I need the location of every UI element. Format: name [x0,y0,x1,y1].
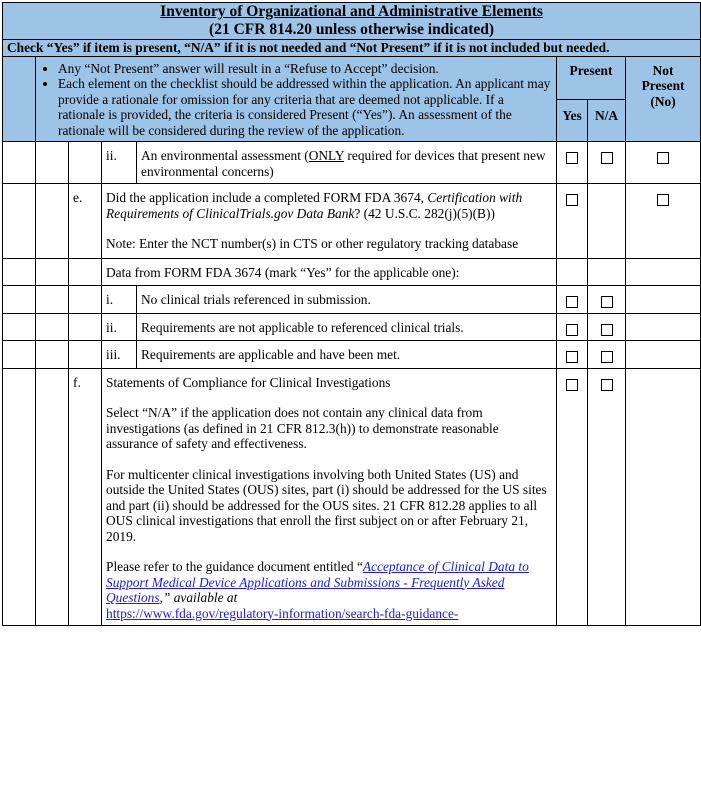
item-number: iii. [102,341,137,369]
compliance-para-2: For multicenter clinical investigations involving both United States (US) and outside the United States (OUS) sites, part (i) should be addressed for the US sites and part (ii) should be addressed for the OUS sites. 21 CFR 812.28 applies to all OUS clinical investigations that enroll the first subject on or after February 21, 2019. [106,466,547,544]
guidance-document-link[interactable]: Acceptance of Clinical Data to Support Medical Device Applications and Submissions - Frequently Asked Questions [106,559,529,605]
na-checkbox[interactable] [601,152,613,164]
item-label: f. [69,368,102,626]
yes-checkbox[interactable] [566,324,578,336]
compliance-para-3: Please refer to the guidance document entitled “Acceptance of Clinical Data to Support Medical Device Applications and Submissions - Frequently Asked Questions,” available at https://www.fda.gov/regulatory-information/search-fda-guidance- [106,559,529,621]
note-rationale: • Each element on the checklist should be addressed within the application. An applicant may provide a rationale for omission for any criteria that are deemed not applicable. If a rationale is provided, the criteria is considered Present (“Yes”). An assessment of the rationale will be considered during the review of the application. [58,76,552,138]
yes-header: Yes [557,99,588,142]
not-present-checkbox[interactable] [657,152,669,164]
checklist-table [2,2,701,626]
table-row [3,184,701,259]
yes-checkbox[interactable] [566,351,578,363]
na-header: N/A [588,99,626,142]
yes-checkbox[interactable] [566,194,578,206]
fda-guidance-url-link[interactable]: https://www.fda.gov/regulatory-information/search-fda-guidance- [106,605,459,621]
not-applicable-text: Requirements are not applicable to referenced clinical trials. [137,313,557,341]
no-clinical-trials-text: No clinical trials referenced in submission. [137,286,557,314]
data-from-form-label: Data from FORM FDA 3674 (mark “Yes” for the applicable one): [102,258,557,286]
table-row [3,258,701,286]
requirements-met-text: Requirements are applicable and have been met. [137,341,557,369]
table-title [3,3,701,40]
na-checkbox[interactable] [601,324,613,336]
notes-cell [36,56,557,142]
notes-list [40,61,552,139]
na-checkbox[interactable] [601,379,613,391]
not-present-checkbox[interactable] [657,194,669,206]
table-row [3,368,701,626]
present-header: Present [557,56,626,99]
nct-note: Note: Enter the NCT number(s) in CTS or other regulatory tracking database [106,236,519,251]
na-checkbox[interactable] [601,296,613,308]
yes-checkbox[interactable] [566,379,578,391]
note-refuse-to-accept: • Any “Not Present” answer will result in a “Refuse to Accept” decision. [58,61,552,77]
only-emphasis: ONLY [308,148,345,163]
form-3674-question: Did the application include a completed FORM FDA 3674, Certification with Requirements of ClinicalTrials.gov Data Bank? (42 U.S.C. 282(j)(5)(B)) Note: Enter the NCT number(s) in CTS or other regulatory tracking database [102,184,557,259]
yes-checkbox[interactable] [566,296,578,308]
compliance-para-1: Select “N/A” if the application does not contain any clinical data from investigations (as defined in 21 CFR 812.3(h)) to demonstrate reasonable assurance of safety and effectiveness. [106,405,499,451]
table-row [3,286,701,314]
yes-checkbox[interactable] [566,152,578,164]
title-line-2: (21 CFR 814.20 unless otherwise indicated) [209,21,495,38]
table-row [3,313,701,341]
instruction-text: Check “Yes” if item is present, “N/A” if it is not needed and “Not Present” if it is not included but needed. [3,40,701,57]
title-line-1: Inventory of Organizational and Administrative Elements [160,3,543,20]
env-assessment-text: An environmental assessment (ONLY required for devices that present new environmental concerns) [137,142,557,184]
compliance-statements-cell [102,368,557,626]
compliance-title: Statements of Compliance for Clinical Investigations [106,374,391,390]
not-present-header: Not Present (No) [626,56,701,142]
item-label: e. [69,184,102,259]
item-number: i. [102,286,137,314]
item-number: ii. [102,142,137,184]
item-number: ii. [102,313,137,341]
table-row [3,341,701,369]
table-row [3,142,701,184]
na-checkbox[interactable] [601,351,613,363]
